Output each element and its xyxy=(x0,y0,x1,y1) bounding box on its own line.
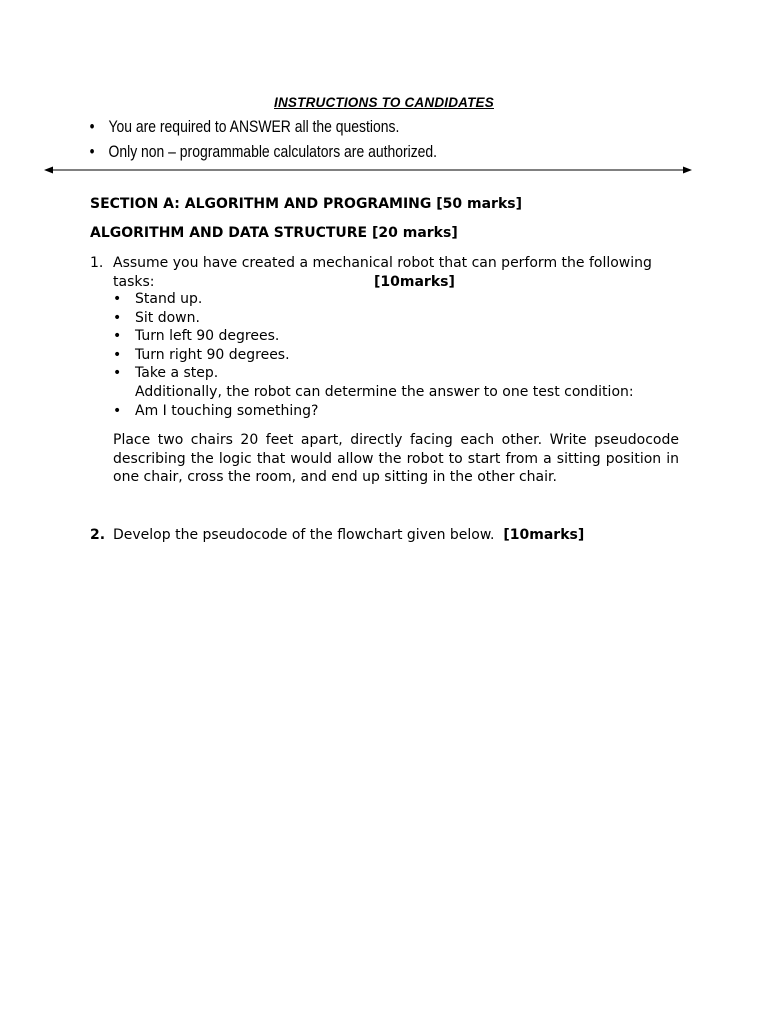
instruction-text: You are required to ANSWER all the questions. xyxy=(108,117,400,136)
condition-item xyxy=(113,402,634,421)
bullet-icon: • xyxy=(89,117,95,136)
bullet-icon: • xyxy=(113,346,122,363)
section-a-subtitle: ALGORITHM AND DATA STRUCTURE [20 marks] xyxy=(90,225,458,241)
question-marks: [10marks] xyxy=(503,527,585,543)
task-text: Sit down. xyxy=(135,309,200,326)
instructions-heading: INSTRUCTIONS TO CANDIDATES xyxy=(274,95,494,110)
task-text: Stand up. xyxy=(135,291,203,307)
task-item xyxy=(113,327,634,346)
section-a-title: SECTION A: ALGORITHM AND PROGRAMING [50 marks] xyxy=(90,196,523,212)
instruction-text: Only non – programmable calculators are authorized. xyxy=(108,142,438,161)
robot-task-list xyxy=(113,290,634,420)
task-text: Take a step. xyxy=(135,365,219,382)
bullet-icon: • xyxy=(113,328,122,345)
question-number: 1. xyxy=(90,255,104,271)
task-text: Turn right 90 degrees. xyxy=(135,346,290,363)
task-item xyxy=(113,309,634,328)
question-1 xyxy=(90,254,690,294)
bullet-icon: • xyxy=(113,402,122,419)
additional-note xyxy=(113,383,634,402)
instructions-list xyxy=(88,114,514,164)
bullet-icon: • xyxy=(89,142,95,161)
double-arrow-divider xyxy=(44,162,692,178)
question-text: Develop the pseudocode of the flowchart given below. xyxy=(113,527,495,543)
task-item xyxy=(113,290,634,309)
instruction-item xyxy=(88,114,437,139)
question-marks: [10marks] xyxy=(374,273,455,290)
task-item xyxy=(113,346,634,365)
task-text: Turn left 90 degrees. xyxy=(135,328,280,345)
condition-text: Am I touching something? xyxy=(135,402,319,419)
bullet-icon: • xyxy=(113,365,122,382)
additional-text: Additionally, the robot can determine the answer to one test condition: xyxy=(135,383,634,400)
question-1-paragraph: Place two chairs 20 feet apart, directly facing each other. Write pseudocode describing the logic that would allow the robot to start from a sitting position in one chair, cross the room, and end up sitting in the other chair. xyxy=(113,432,679,486)
question-text-line1: Assume you have created a mechanical robot that can perform the following xyxy=(113,255,652,271)
bullet-icon: • xyxy=(113,291,122,307)
task-item xyxy=(113,364,634,383)
question-number: 2. xyxy=(90,527,106,543)
question-text-line2: tasks: xyxy=(113,273,155,290)
question-2 xyxy=(90,526,584,545)
instruction-item xyxy=(88,139,437,164)
bullet-icon: • xyxy=(113,309,122,326)
